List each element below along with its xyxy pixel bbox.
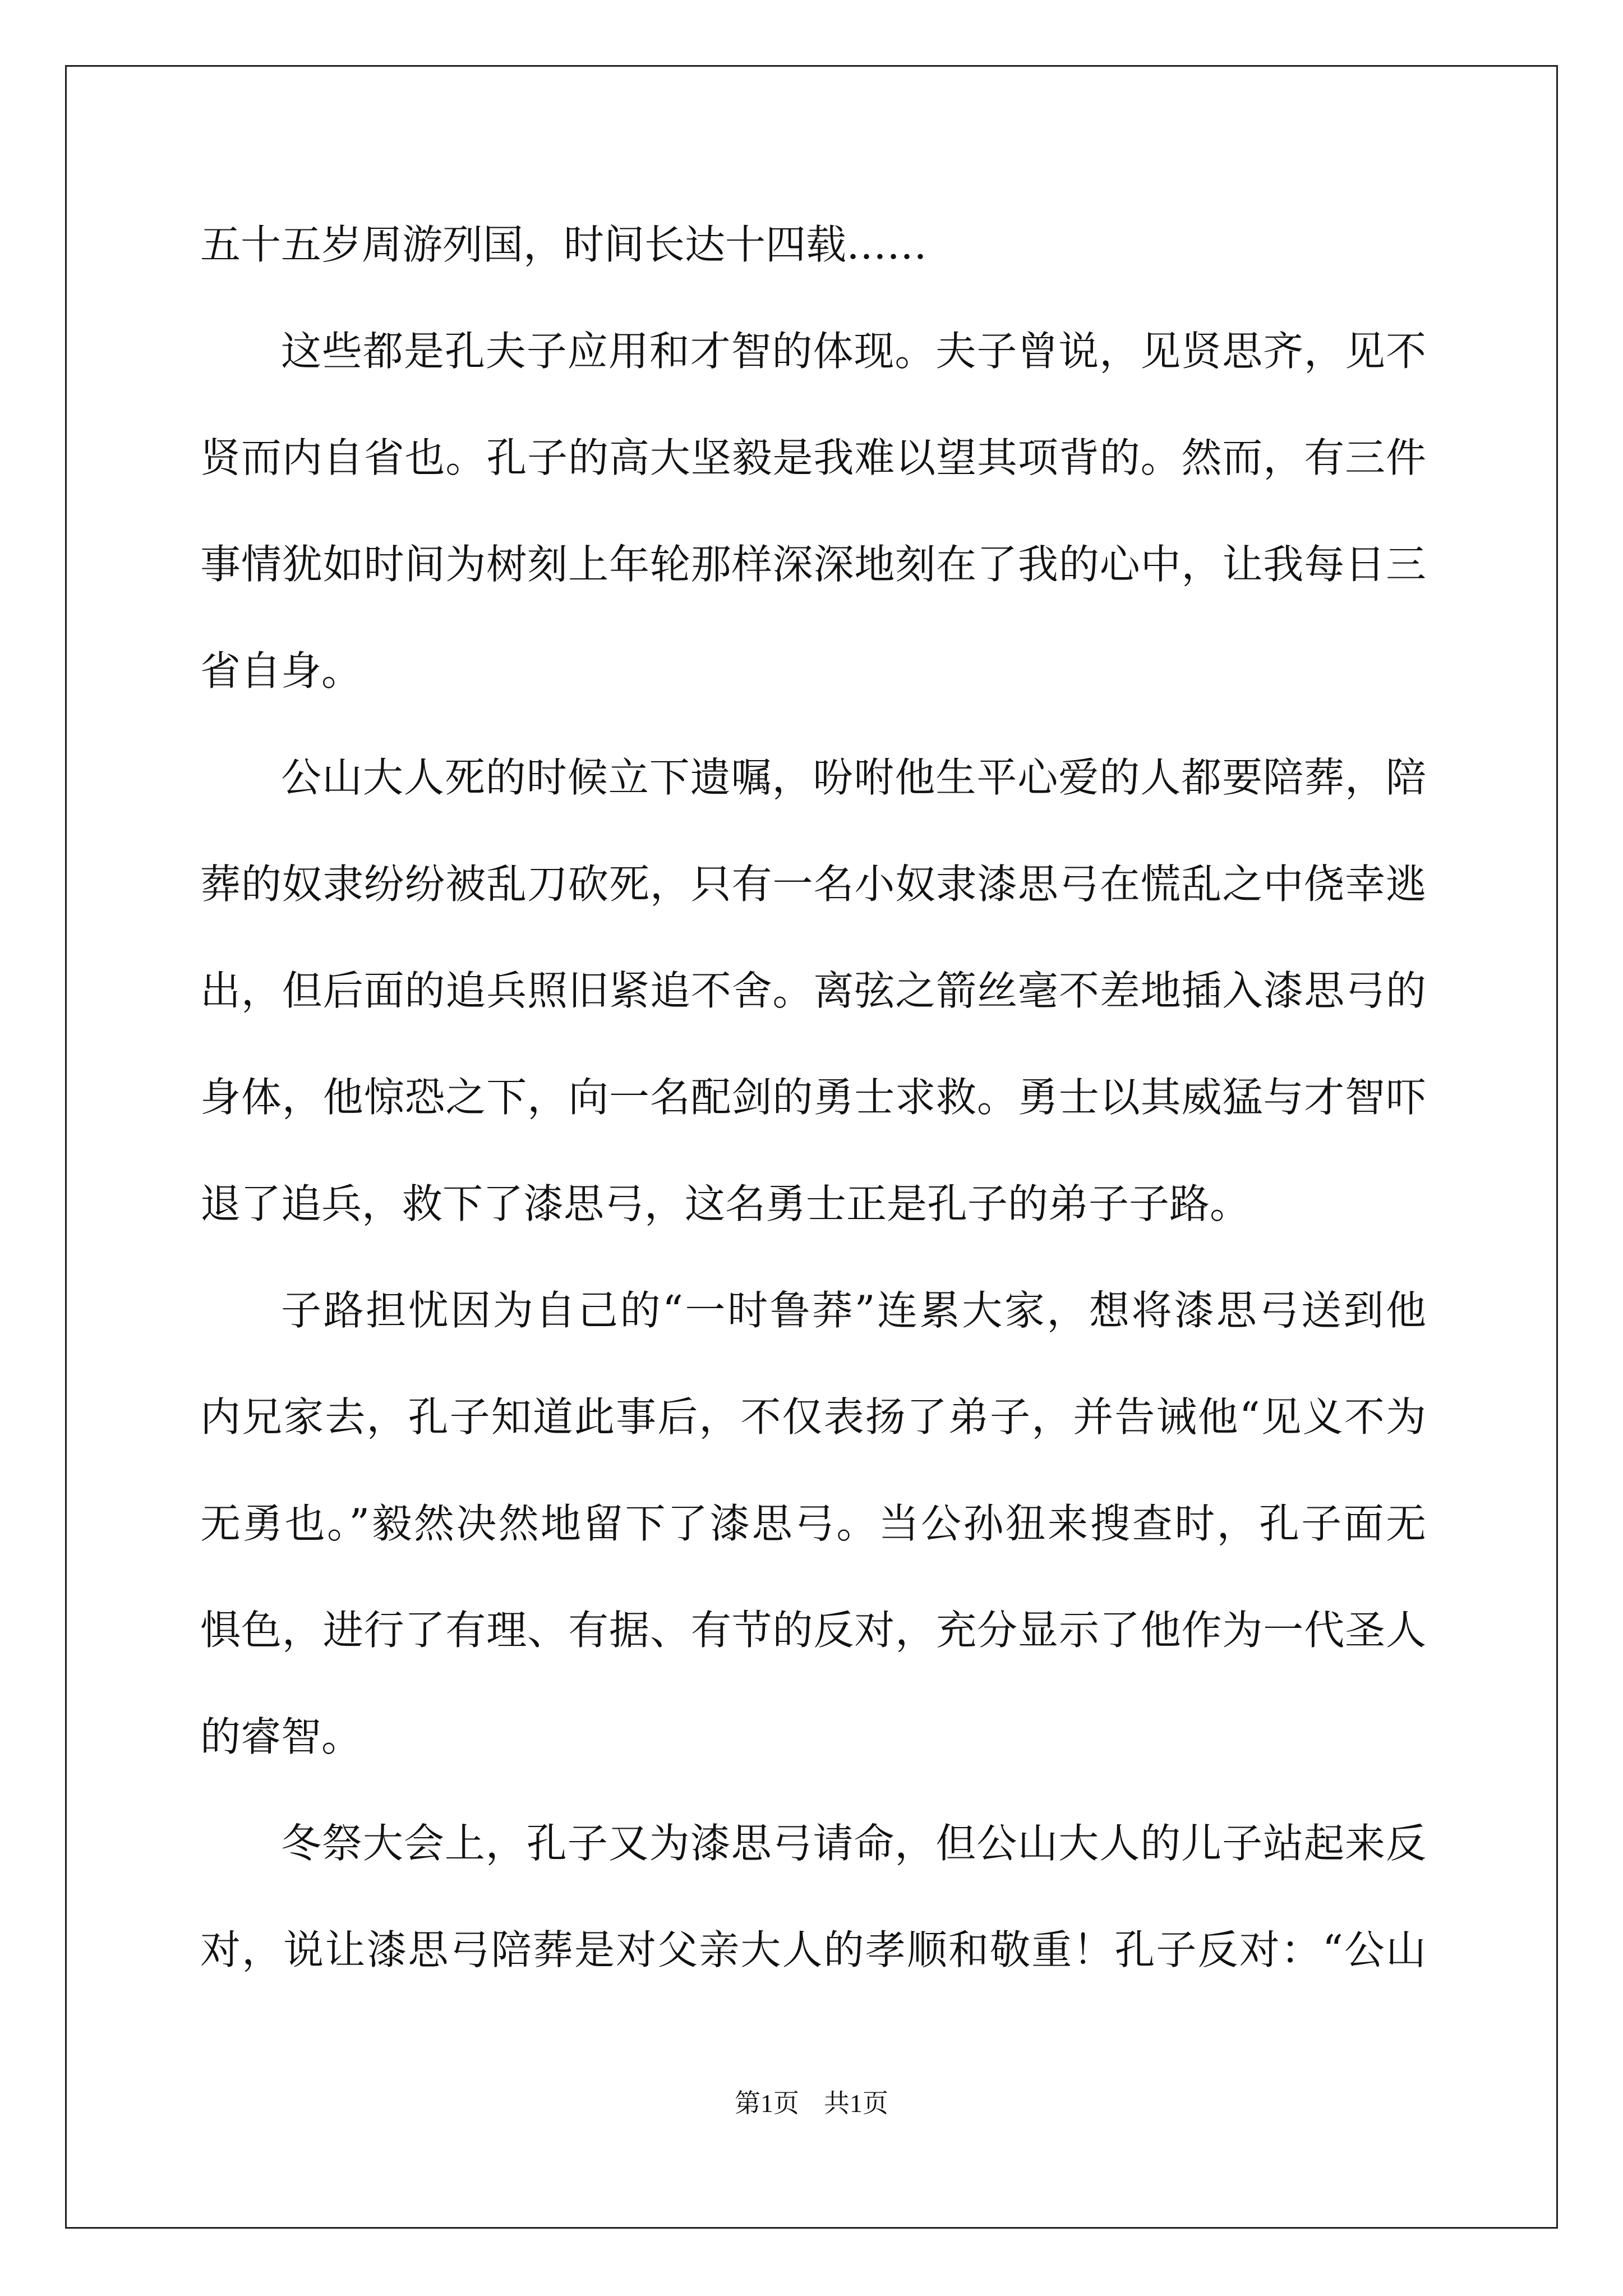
text-line: 子路担忧因为自己的“一时鲁莽”连累大家，想将漆思弓送到他 [281, 1287, 1426, 1334]
text-line: 公山大人死的时候立下遗嘱，吩咐他生平心爱的人都要陪葬，陪 [281, 754, 1426, 801]
text-line: 对，说让漆思弓陪葬是对父亲大人的孝顺和敬重！孔子反对：“公山 [200, 1926, 1426, 1973]
text-line: 身体，他惊恐之下，向一名配剑的勇士求救。勇士以其威猛与才智吓 [200, 1074, 1426, 1121]
text-line: 退了追兵，救下了漆思弓，这名勇士正是孔子的弟子子路。 [200, 1180, 1251, 1227]
text-line: 五十五岁周游列国，时间长达十四载…… [200, 221, 928, 268]
text-line: 葬的奴隶纷纷被乱刀砍死，只有一名小奴隶漆思弓在慌乱之中侥幸逃 [200, 861, 1426, 908]
page-number: 第1页 [735, 2089, 799, 2118]
text-line: 出，但后面的追兵照旧紧追不舍。离弦之箭丝毫不差地插入漆思弓的 [200, 967, 1426, 1014]
page-border [65, 65, 1558, 2229]
text-line: 内兄家去，孔子知道此事后，不仅表扬了弟子，并告诫他“见义不为 [200, 1393, 1426, 1441]
text-line: 这些都是孔夫子应用和才智的体现。夫子曾说，见贤思齐，见不 [281, 328, 1426, 375]
text-line: 事情犹如时间为树刻上年轮那样深深地刻在了我的心中，让我每日三 [200, 541, 1426, 588]
text-line: 省自身。 [200, 647, 362, 694]
text-line: 惧色，进行了有理、有据、有节的反对，充分显示了他作为一代圣人 [200, 1607, 1426, 1654]
page-footer [0, 2087, 1623, 2120]
text-line: 贤而内自省也。孔子的高大坚毅是我难以望其项背的。然而，有三件 [200, 434, 1426, 481]
text-line: 无勇也。”毅然决然地留下了漆思弓。当公孙狃来搜查时，孔子面无 [200, 1500, 1426, 1547]
text-line: 冬祭大会上，孔子又为漆思弓请命，但公山大人的儿子站起来反 [281, 1820, 1426, 1867]
page-total: 共1页 [824, 2089, 888, 2118]
text-line: 的睿智。 [200, 1713, 362, 1760]
